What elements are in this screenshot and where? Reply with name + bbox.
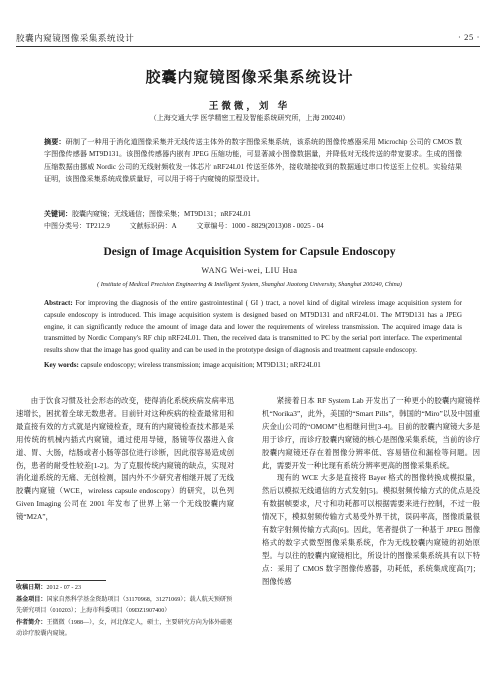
body-left-column [16, 395, 234, 524]
english-authors: WANG Wei-wei, LIU Hua [201, 266, 298, 275]
chinese-keywords [44, 208, 462, 220]
chinese-abstract [44, 136, 462, 186]
classification-line [44, 220, 462, 232]
running-header [16, 32, 480, 46]
body-paragraph: 由于饮食习惯及社会形态的改变，使得消化系统疾病发病率迅速增长，困扰着全球无数患者。目前针对这种疾病的检查最常用和最直接有效的方式就是内窥镜检查，现有的内窥镜检查技术都是采用传统的机械内插式内窥镜，通过使用导镜，肠镜等仪器进入食道、胃、大肠，结肠或者小肠等部位进行诊断，因此很容易造成创伤，患者的耐受性较差[1-2]。为了克服传统内窥镜的缺点，实现对消化道系统的无痛、无创检测，国内外不少研究者相继开展了无线胶囊内窥镜（WCE，wireless capsule endoscopy）的研究，以色列 Given Imaging 公司在 2001 年发布了世界上第一个无线胶囊内窥镜“M2A”， [16, 396, 234, 522]
fund-label: 基金项目： [16, 596, 47, 603]
chinese-metadata [44, 208, 462, 232]
running-header-title: 胶囊内窥镜图像采集系统设计 [16, 33, 135, 43]
chinese-authors: 王微微，刘 华 [208, 101, 291, 112]
author-bio [16, 618, 234, 641]
author-bio-value: 王微微（1988—），女，河北保定人，硕士，主要研究方向为体外磁驱动诊疗胶囊内窥镜。 [16, 619, 233, 638]
article-id: 文章编号：1000 - 8829(2013)08 - 0025 - 04 [196, 222, 324, 230]
english-abstract [44, 298, 462, 357]
footnotes [16, 583, 234, 641]
chinese-abstract-text: 研制了一种用于消化道图像采集并无线传送主体外的数字图像采集系统，该系统的图像传感器采用 Microchip 公司的 CMOS 数字图像传感器 MT9D131。该图像传感器内嵌有 JPEG 压缩功能，可显著减小图像数据量，并降低对无线传送的带宽要求。生成的图像压缩数据由挪威 Nordic 公司的无线射频收发一体芯片 nRF24L01 传送至体外，接收端接收到的数据通过串口传送至上位机。实验结果证明，该图像采集系统成像质量好，可以用于将于内窥镜的原型设计。 [44, 138, 462, 184]
footnote-rule [16, 580, 106, 581]
page-number: · 25 · [457, 32, 480, 42]
body-paragraph: 现有的 WCE 大多是直接将 Bayer 格式的图像转换成模拟量，然后以模拟无线通信的方式发射[5]。模拟射频传输方式的优点是没有数据帧要求，尺寸和功耗都可以根据需要来进行控制，不过一般情况下，模拟射频传输方式易受外界干扰，误码率高，图像质量很有数字射频传输方式高[6]。因此，笔者提供了一种基于 JPEG 图像格式的数字式微型图像采集系统，作为无线胶囊内窥镜的初始原型。与以往的胶囊内窥镜相比，所设计的图像采集系统具有以下特点：采用了 CMOS 数字图像传感器，功耗低，系统集成度高[7]；图像传感 [262, 473, 480, 586]
author-bio-label: 作者简介： [16, 619, 47, 626]
clc-number: 中图分类号：TP212.9 [44, 222, 110, 230]
chinese-affiliation: （上海交通大学 医学精密工程及智能系统研究所，上海 200240） [149, 114, 350, 122]
chinese-abstract-label: 摘要： [44, 138, 66, 146]
english-abstract-text: For improving the diagnosis of the entire gastrointestinal ( GI ) tract, a novel kind of digital wireless image acquisition system for capsule endoscopy is introduced. This image acquisition system is designed based on MT9D131 and nRF24L01. The MT9D131 has a JPEG engine, it can significantly reduce the amount of image data and lower the requirements of wireless transmission. The acquired image data is transmitted by Nordic Company's RF chip nRF24L01. Then, the received data is transmitted to PC by the serial port interface. The experimental results show that the image has good quality and can be used in the prototype design of diagnosis and treatment capsule endoscopy. [44, 299, 462, 355]
english-keywords-text: capsule endoscopy; wireless transmission; image acquisition; MT9D131; nRF24L01 [80, 361, 321, 369]
body-paragraph: 紧接着日本 RF System Lab 开发出了一种更小的胶囊内窥镜样机“Norika3”，此外，美国的“Smart Pills”，韩国的“Miro”以及中国重庆金山公司的“OMOM”也相继问世[3-4]。目前的胶囊内窥镜大多是用于诊疗，而诊疗胶囊内窥镜的核心是图像采集系统，当前的诊疗胶囊内窥镜还存在着图像分辨率低、容易错位和漏检等问题。因此，需要开发一种比现有系统分辨率更高的图像采集系统。 [262, 396, 480, 470]
fund-info [16, 595, 234, 618]
document-code: 文献标识码：A [129, 222, 177, 230]
header-rule [16, 46, 480, 47]
received-value: 2012 - 07 - 23 [46, 585, 81, 591]
fund-value: 国家自然科学基金资助项目（31170968，31271069）；载人航天预研预先研究项目（010203）；上海市科委项目（09DZ1907400） [16, 596, 233, 615]
chinese-title: 胶囊内窥镜图像采集系统设计 [145, 68, 354, 86]
received-date [16, 583, 234, 595]
body-right-column [262, 395, 480, 589]
chinese-keywords-text: 胶囊内窥镜；无线通信；图像采集；MT9D131；nRF24L01 [72, 210, 251, 218]
english-keywords [44, 360, 462, 372]
english-abstract-label: Abstract: [44, 299, 73, 307]
english-title: Design of Image Acquisition System for Capsule Endoscopy [103, 246, 396, 258]
english-affiliation: ( Institute of Medical Precision Engineering & Intelligent System, Shanghai Jiaotong University, Shanghai 200240, China) [97, 281, 402, 288]
received-label: 收稿日期： [16, 585, 47, 591]
english-keywords-label: Key words: [44, 361, 79, 369]
chinese-keywords-label: 关键词： [44, 210, 72, 218]
